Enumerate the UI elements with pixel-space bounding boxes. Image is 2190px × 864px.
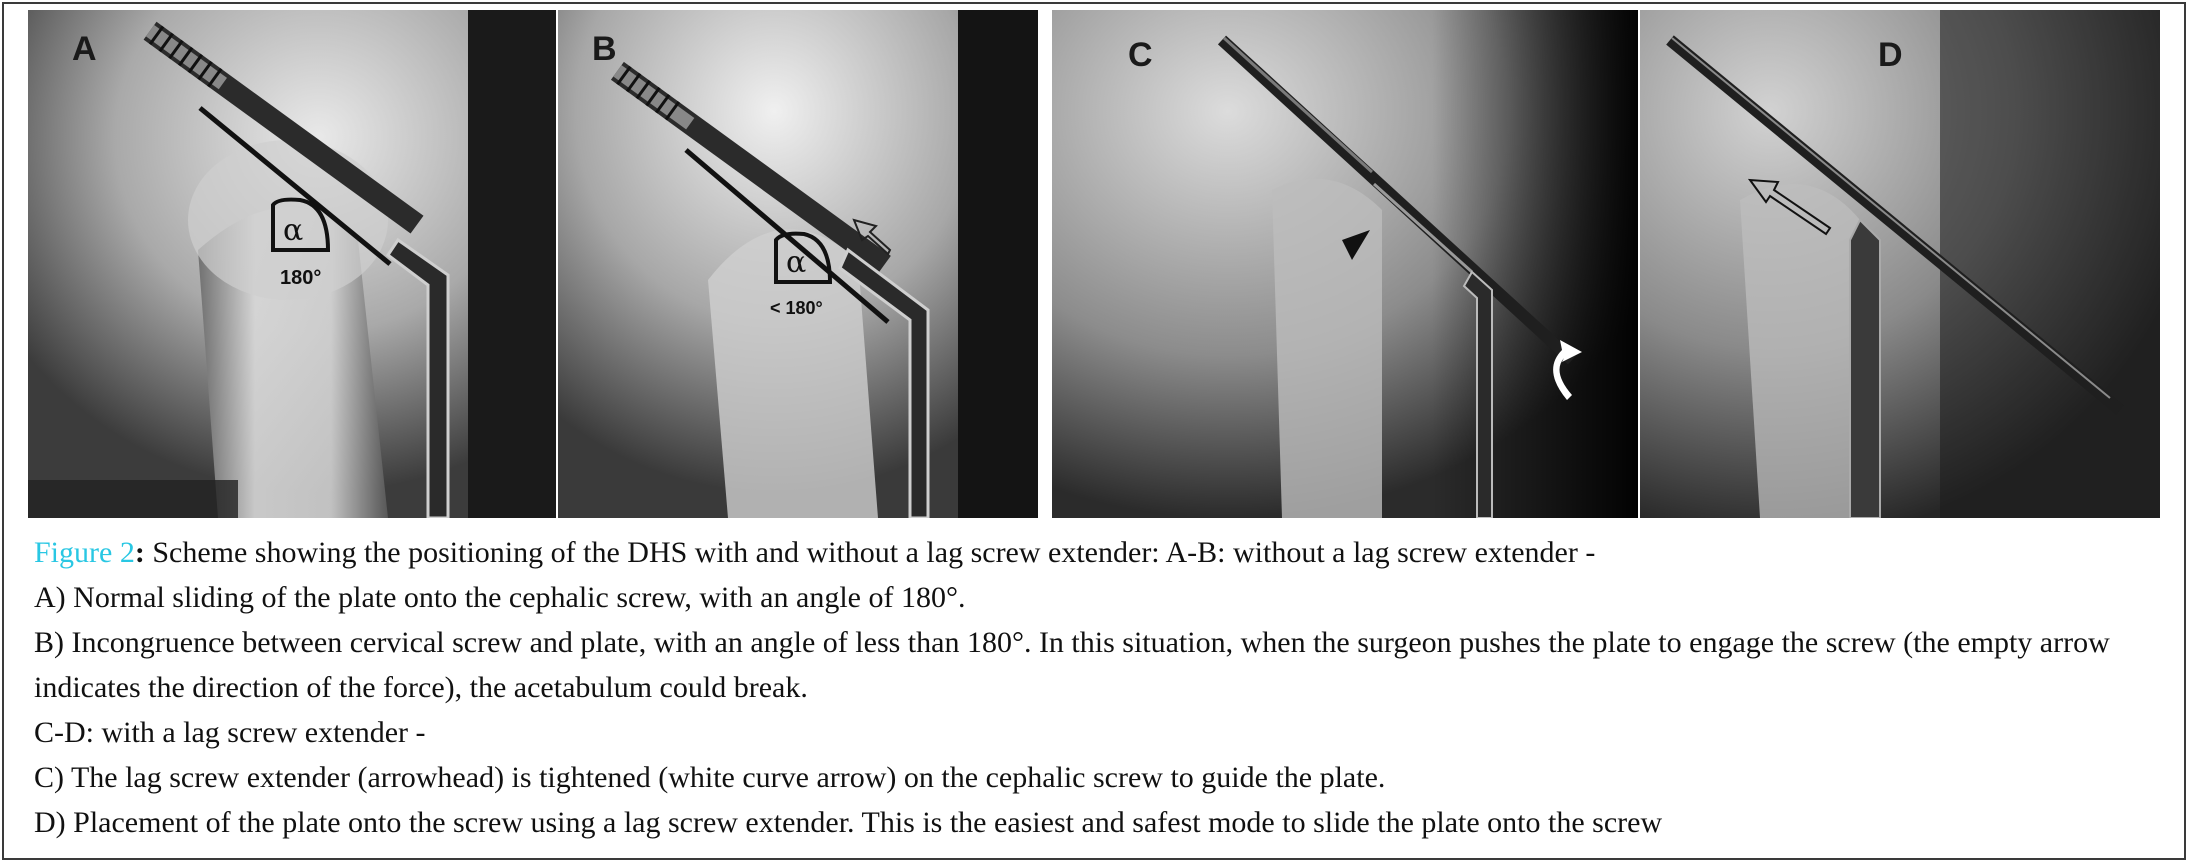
caption-intro-line <box>34 530 2174 575</box>
caption-item-c: C) The lag screw extender (arrowhead) is tightened (white curve arrow) on the cephalic screw to guide the plate. <box>34 761 1386 794</box>
xray-image-b <box>558 10 1038 518</box>
xray-panel-a <box>28 10 556 518</box>
angle-label-b: < 180° <box>770 298 823 318</box>
caption-item-a: A) Normal sliding of the plate onto the cephalic screw, with an angle of 180°. <box>34 581 966 614</box>
figure-caption <box>34 530 2174 845</box>
panel-letter-d: D <box>1878 36 1903 74</box>
figure-label: Figure 2 <box>34 536 135 569</box>
caption-item-b: B) Incongruence between cervical screw and plate, with an angle of less than 180°. In this situation, when the surgeon pushes the plate to engage the screw (the empty arrow indicates the direction of the force), the acetabulum could break. <box>34 626 2110 704</box>
angle-label-a: 180° <box>280 267 322 289</box>
xray-panel-c <box>1052 10 1638 518</box>
caption-intro: Scheme showing the positioning of the DHS with and without a lag screw extender: A-B: without a lag screw extender - <box>152 536 1596 569</box>
xray-panel-b <box>558 10 1038 518</box>
caption-item-d: D) Placement of the plate onto the screw using a lag screw extender. This is the easiest and safest mode to slide the plate onto the screw <box>34 806 1663 839</box>
panel-letter-b: B <box>592 30 617 68</box>
xray-image-c <box>1052 10 1638 518</box>
xray-image-a <box>28 10 556 518</box>
svg-text:α: α <box>786 245 807 280</box>
svg-text:α: α <box>283 213 304 248</box>
caption-group-cd: C-D: with a lag screw extender - <box>34 716 426 749</box>
panel-letter-a: A <box>72 30 97 68</box>
figure-colon: : <box>134 536 145 569</box>
xray-image-d <box>1640 10 2160 518</box>
panel-letter-c: C <box>1128 36 1153 74</box>
xray-panel-d <box>1640 10 2160 518</box>
